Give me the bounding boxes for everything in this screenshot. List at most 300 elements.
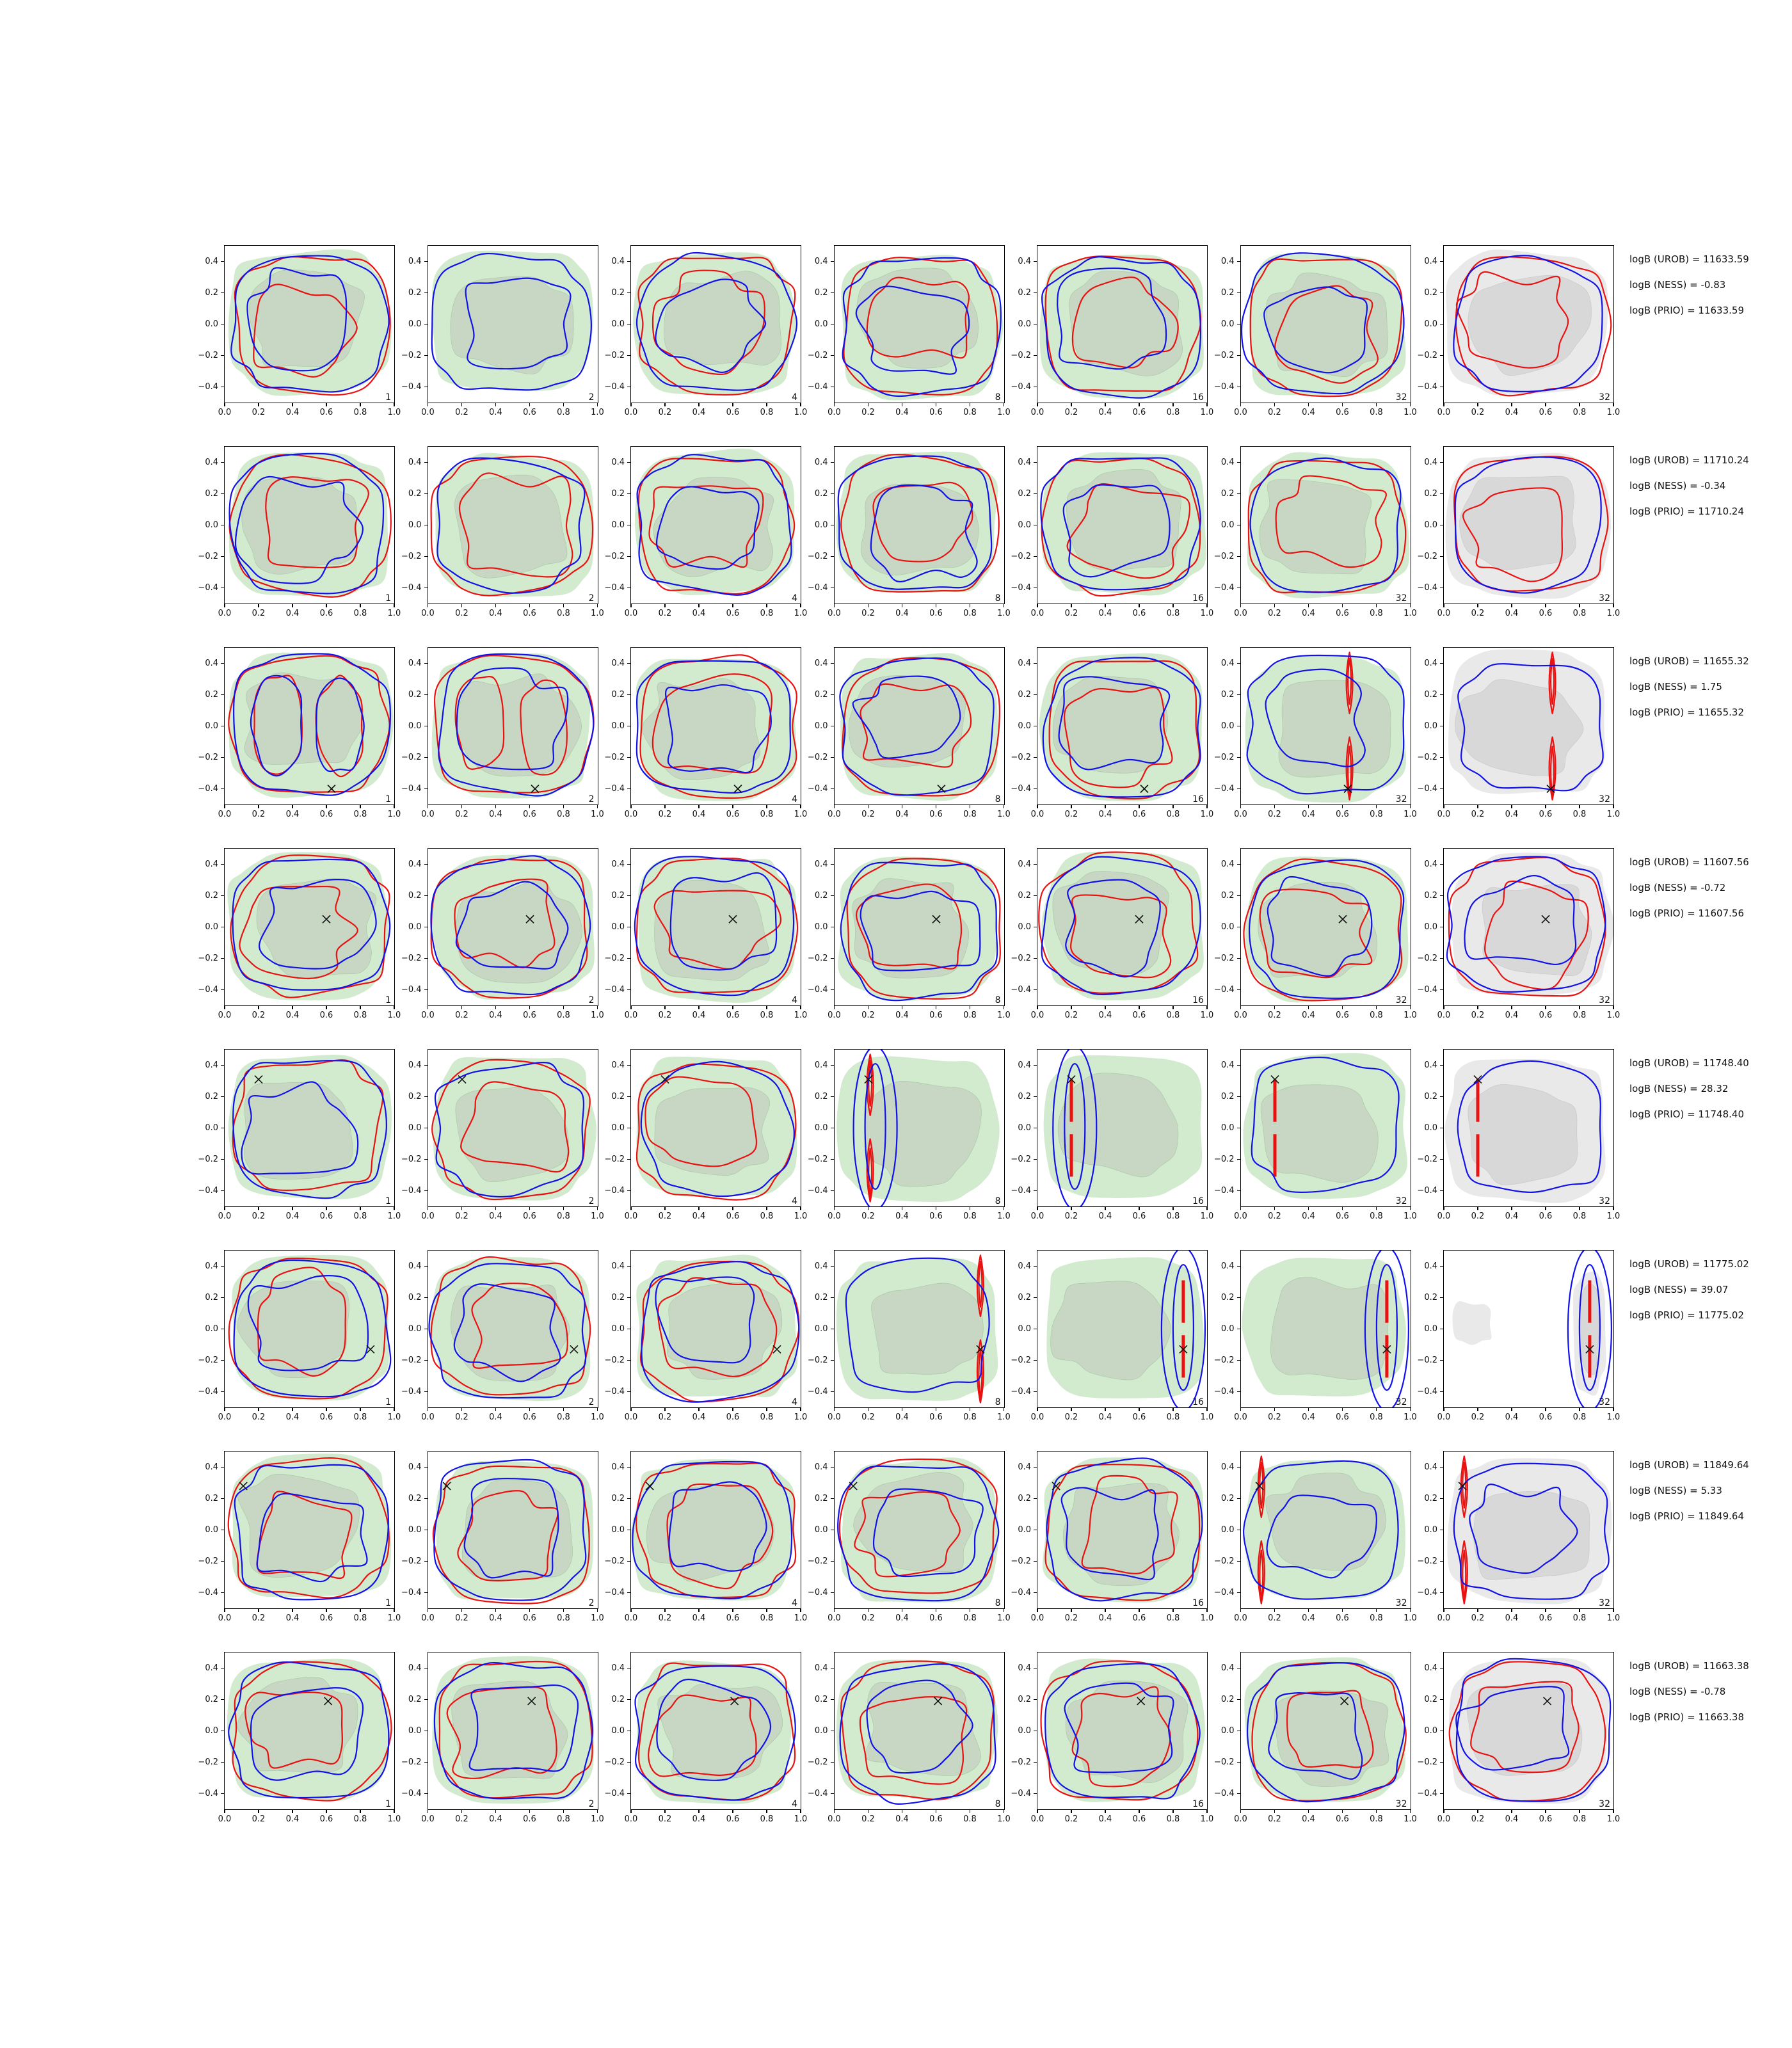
subplot-r2c5 — [1011, 446, 1214, 618]
x-tick-label: 0.8 — [353, 1814, 367, 1824]
subplot-r2c3 — [604, 446, 808, 618]
x-tick-label: 1.0 — [591, 1011, 604, 1020]
x-tick-label: 0.6 — [726, 1212, 740, 1221]
x-tick-mark — [800, 1408, 801, 1411]
x-tick-label: 0.2 — [455, 1011, 468, 1020]
x-tick-label: 0.0 — [624, 810, 638, 819]
x-tick-label: 0.2 — [455, 1814, 468, 1824]
x-tick-label: 0.2 — [861, 609, 875, 618]
particle-count-label: 4 — [792, 794, 797, 804]
x-tick-label: 0.0 — [1234, 1412, 1247, 1422]
y-tick-label: 0.0 — [611, 1725, 625, 1736]
y-tick-label: 0.2 — [205, 1493, 218, 1503]
x-tick-label: 0.4 — [895, 810, 909, 819]
x-tick-mark — [630, 403, 631, 406]
subplot-r1c2 — [401, 245, 604, 417]
x-tick-label: 0.4 — [895, 1212, 909, 1221]
y-tick-label: −0.2 — [401, 1757, 422, 1767]
y-tick-label: −0.2 — [1213, 350, 1235, 360]
x-tick-mark — [529, 604, 530, 607]
y-tick-label: 0.0 — [205, 922, 218, 932]
logb-annotation-row-6 — [1629, 1259, 1789, 1342]
subplot-r8c7 — [1417, 1652, 1620, 1824]
x-tick-label: 0.0 — [828, 408, 841, 417]
y-tick-label: 0.0 — [814, 1123, 828, 1133]
x-tick-label: 0.4 — [489, 609, 502, 618]
x-tick-mark — [597, 805, 598, 808]
y-tick-label: 0.2 — [611, 287, 625, 298]
y-tick-label: −0.2 — [807, 752, 828, 762]
x-tick-mark — [1206, 1810, 1207, 1813]
y-tick-label: 0.4 — [1018, 1462, 1031, 1472]
y-tick-label: 0.0 — [408, 1324, 422, 1334]
x-tick-mark — [630, 1207, 631, 1210]
y-tick-mark — [424, 757, 428, 758]
y-tick-mark — [221, 1592, 224, 1593]
subplot-r4c2 — [401, 848, 604, 1020]
subplot-canvas — [835, 1452, 1004, 1608]
x-tick-mark — [732, 1006, 733, 1009]
y-tick-mark — [1034, 1699, 1037, 1700]
y-tick-mark — [221, 1065, 224, 1066]
x-tick-label: 0.4 — [1505, 1011, 1519, 1020]
x-tick-label: 0.6 — [319, 1814, 333, 1824]
x-tick-label: 0.8 — [1370, 810, 1383, 819]
y-tick-mark — [1440, 292, 1443, 293]
x-tick-label: 1.0 — [387, 810, 401, 819]
y-tick-mark — [831, 493, 834, 494]
x-tick-label: 0.8 — [1572, 408, 1587, 417]
y-tick-label: 0.4 — [814, 1261, 828, 1271]
y-tick-label: 0.0 — [1424, 1725, 1437, 1736]
x-tick-mark — [1579, 1408, 1580, 1411]
x-tick-mark — [1511, 805, 1512, 808]
x-tick-label: 0.6 — [1132, 609, 1146, 618]
particle-count-label: 8 — [995, 794, 1001, 804]
x-tick-mark — [1308, 805, 1309, 808]
y-tick-mark — [424, 556, 428, 557]
y-tick-mark — [1440, 1391, 1443, 1392]
x-tick-label: 0.2 — [1064, 1613, 1078, 1623]
x-tick-label: 0.8 — [1166, 1613, 1180, 1623]
x-tick-label: 0.4 — [489, 1412, 502, 1422]
y-tick-mark — [1237, 355, 1240, 356]
particle-count-label: 32 — [1395, 794, 1407, 804]
y-tick-label: 0.0 — [1220, 1725, 1235, 1736]
x-tick-mark — [800, 403, 801, 406]
subplot-r1c7 — [1417, 245, 1620, 417]
x-tick-label: 0.0 — [1030, 1613, 1044, 1623]
y-tick-label: 0.0 — [611, 1324, 625, 1334]
y-tick-label: −0.2 — [604, 551, 625, 561]
x-tick-mark — [732, 805, 733, 808]
logb-urob-label: logB (UROB) = 11607.56 — [1629, 856, 1749, 868]
x-tick-label: 0.4 — [895, 1412, 909, 1422]
subplot-canvas — [225, 447, 394, 604]
y-tick-mark — [1237, 1467, 1240, 1468]
x-tick-mark — [461, 1207, 462, 1210]
y-tick-label: −0.4 — [1417, 582, 1437, 593]
x-tick-label: 0.4 — [489, 1011, 502, 1020]
y-tick-mark — [831, 355, 834, 356]
y-tick-mark — [1237, 1498, 1240, 1499]
x-tick-mark — [1274, 604, 1275, 607]
y-tick-mark — [1237, 1561, 1240, 1562]
x-tick-label: 0.4 — [895, 1011, 909, 1020]
y-tick-label: −0.4 — [1011, 984, 1031, 995]
y-tick-mark — [1440, 1065, 1443, 1066]
x-tick-label: 0.2 — [1064, 1412, 1078, 1422]
subplot-canvas — [225, 1452, 394, 1608]
x-tick-mark — [1443, 604, 1444, 607]
y-tick-label: −0.2 — [1213, 551, 1235, 561]
y-tick-label: 0.0 — [814, 922, 828, 932]
y-tick-mark — [1034, 1297, 1037, 1298]
y-tick-label: −0.2 — [198, 551, 218, 561]
subplot-r6c6 — [1213, 1250, 1417, 1422]
subplot-r5c2 — [401, 1049, 604, 1221]
x-tick-label: 0.4 — [489, 1613, 502, 1623]
x-tick-mark — [1410, 1408, 1411, 1411]
subplot-canvas — [1241, 1251, 1411, 1407]
x-tick-label: 0.8 — [1166, 1212, 1180, 1221]
y-tick-mark — [1237, 1190, 1240, 1191]
x-tick-label: 0.8 — [1166, 1814, 1180, 1824]
x-tick-mark — [1308, 1810, 1309, 1813]
y-tick-label: 0.4 — [1220, 1060, 1235, 1070]
x-tick-label: 0.4 — [692, 1011, 706, 1020]
x-tick-mark — [1342, 1207, 1343, 1210]
x-tick-label: 0.6 — [1539, 1814, 1553, 1824]
x-tick-label: 0.4 — [1505, 1212, 1519, 1221]
x-tick-mark — [258, 604, 259, 607]
y-tick-label: 0.0 — [1424, 319, 1437, 329]
logb-prio-label: logB (PRIO) = 11607.56 — [1629, 908, 1745, 919]
x-tick-label: 0.4 — [1302, 1412, 1315, 1422]
x-tick-mark — [224, 403, 225, 406]
y-tick-label: 0.0 — [1220, 922, 1235, 932]
x-tick-label: 0.8 — [963, 1613, 977, 1623]
subplot-r2c6 — [1213, 446, 1417, 618]
y-tick-label: 0.2 — [611, 488, 625, 499]
subplot-r3c2 — [401, 647, 604, 819]
x-tick-mark — [664, 1207, 665, 1210]
x-tick-label: 0.2 — [455, 1412, 468, 1422]
y-tick-mark — [424, 1159, 428, 1160]
y-tick-label: −0.4 — [1011, 783, 1031, 794]
x-tick-label: 0.2 — [252, 408, 266, 417]
x-tick-mark — [1410, 1207, 1411, 1210]
x-tick-label: 0.6 — [929, 810, 943, 819]
x-tick-label: 0.2 — [1268, 1011, 1281, 1020]
y-tick-mark — [1440, 864, 1443, 865]
x-tick-label: 0.0 — [624, 1212, 638, 1221]
x-tick-mark — [1240, 1810, 1241, 1813]
y-tick-label: 0.2 — [1424, 1292, 1437, 1302]
y-tick-mark — [221, 1498, 224, 1499]
logb-prio-label: logB (PRIO) = 11655.32 — [1629, 707, 1745, 718]
x-tick-mark — [1443, 403, 1444, 406]
y-tick-label: 0.4 — [205, 457, 218, 467]
y-tick-mark — [221, 292, 224, 293]
particle-count-label: 8 — [995, 392, 1001, 403]
x-tick-label: 0.8 — [1166, 1011, 1180, 1020]
x-tick-label: 0.2 — [1064, 408, 1078, 417]
y-tick-mark — [424, 989, 428, 990]
y-tick-label: 0.0 — [1018, 1123, 1031, 1133]
y-tick-mark — [1237, 989, 1240, 990]
y-tick-label: −0.2 — [401, 752, 422, 762]
x-tick-label: 0.6 — [523, 1613, 536, 1623]
y-tick-label: −0.2 — [807, 1757, 828, 1767]
x-tick-mark — [258, 403, 259, 406]
x-tick-label: 0.8 — [1370, 1412, 1383, 1422]
y-tick-label: −0.4 — [604, 1788, 625, 1798]
x-tick-label: 0.0 — [624, 1613, 638, 1623]
y-tick-mark — [221, 694, 224, 695]
y-tick-label: 0.2 — [408, 287, 422, 298]
y-tick-label: −0.2 — [807, 1154, 828, 1164]
y-tick-label: 0.0 — [408, 1524, 422, 1535]
x-tick-label: 0.8 — [1572, 1613, 1587, 1623]
logb-annotation-row-1 — [1629, 254, 1789, 337]
y-tick-label: 0.0 — [1424, 1123, 1437, 1133]
particle-count-label: 16 — [1192, 1799, 1204, 1809]
y-tick-label: 0.4 — [1424, 859, 1437, 869]
x-tick-label: 0.0 — [218, 408, 232, 417]
y-tick-label: −0.2 — [1417, 1355, 1437, 1365]
x-tick-mark — [597, 403, 598, 406]
subplot-canvas — [631, 246, 801, 403]
x-tick-mark — [461, 1408, 462, 1411]
subplot-canvas — [1444, 1452, 1613, 1608]
y-tick-mark — [1034, 493, 1037, 494]
x-tick-label: 0.0 — [1234, 408, 1247, 417]
y-tick-label: −0.4 — [401, 1587, 422, 1597]
y-tick-label: −0.4 — [1011, 1587, 1031, 1597]
y-tick-mark — [1440, 1159, 1443, 1160]
subplot-canvas — [1241, 849, 1411, 1005]
x-tick-label: 1.0 — [1606, 1011, 1620, 1020]
y-tick-label: 0.4 — [1018, 256, 1031, 266]
x-tick-mark — [698, 1408, 699, 1411]
density-fill-inner — [1270, 1277, 1388, 1379]
y-tick-label: 0.4 — [1424, 256, 1437, 266]
particle-count-label: 8 — [995, 1799, 1001, 1809]
y-tick-mark — [424, 1699, 428, 1700]
logb-urob-label: logB (UROB) = 11775.02 — [1629, 1258, 1749, 1270]
subplot-canvas — [1444, 1251, 1613, 1407]
y-tick-mark — [627, 1793, 630, 1794]
particle-count-label: 1 — [385, 1196, 391, 1206]
x-tick-label: 0.8 — [353, 1212, 367, 1221]
y-tick-label: 0.0 — [1220, 520, 1235, 530]
x-tick-label: 0.2 — [252, 1212, 266, 1221]
y-tick-label: −0.4 — [1011, 1386, 1031, 1396]
y-tick-mark — [831, 1065, 834, 1066]
x-tick-label: 0.2 — [658, 609, 672, 618]
x-tick-label: 0.6 — [929, 1011, 943, 1020]
x-tick-label: 1.0 — [1606, 408, 1620, 417]
subplot-r1c1 — [198, 245, 401, 417]
y-tick-label: 0.2 — [1220, 1493, 1235, 1503]
x-tick-label: 0.6 — [929, 1412, 943, 1422]
y-tick-label: −0.2 — [198, 1154, 218, 1164]
x-tick-mark — [1477, 1408, 1478, 1411]
y-tick-mark — [1034, 895, 1037, 896]
y-tick-label: −0.4 — [1213, 1587, 1235, 1597]
x-tick-mark — [1410, 403, 1411, 406]
x-tick-label: 0.0 — [624, 1011, 638, 1020]
x-tick-mark — [1579, 1006, 1580, 1009]
x-tick-label: 0.0 — [218, 609, 232, 618]
y-tick-mark — [1440, 1592, 1443, 1593]
y-tick-label: 0.2 — [611, 1091, 625, 1101]
x-tick-label: 1.0 — [997, 408, 1011, 417]
y-tick-label: 0.0 — [205, 1123, 218, 1133]
subplot-canvas — [225, 1652, 394, 1809]
x-tick-label: 0.0 — [218, 1613, 232, 1623]
x-tick-label: 0.8 — [1572, 609, 1587, 618]
x-tick-mark — [1477, 1207, 1478, 1210]
y-tick-label: 0.4 — [611, 256, 625, 266]
x-tick-label: 0.6 — [726, 1814, 740, 1824]
x-tick-label: 0.0 — [828, 810, 841, 819]
subplot-canvas — [1037, 648, 1207, 804]
y-tick-mark — [1034, 1793, 1037, 1794]
y-tick-label: 0.2 — [205, 488, 218, 499]
x-tick-label: 0.4 — [285, 408, 300, 417]
subplot-r2c7 — [1417, 446, 1620, 618]
subplot-canvas — [1037, 1251, 1207, 1407]
x-tick-label: 0.8 — [557, 408, 570, 417]
y-tick-label: 0.0 — [1424, 721, 1437, 731]
y-tick-mark — [221, 1190, 224, 1191]
y-tick-mark — [1237, 757, 1240, 758]
x-tick-label: 1.0 — [794, 1011, 808, 1020]
y-tick-mark — [221, 261, 224, 262]
x-tick-label: 0.2 — [252, 1011, 266, 1020]
y-tick-label: 0.4 — [205, 1462, 218, 1472]
x-tick-label: 0.0 — [421, 408, 435, 417]
x-tick-mark — [1240, 1408, 1241, 1411]
y-tick-mark — [424, 1762, 428, 1763]
y-tick-label: 0.4 — [205, 1663, 218, 1673]
y-tick-label: 0.0 — [1220, 1123, 1235, 1133]
x-tick-label: 0.0 — [1234, 609, 1247, 618]
x-tick-mark — [732, 1408, 733, 1411]
y-tick-mark — [1237, 788, 1240, 789]
x-tick-label: 0.0 — [1234, 810, 1247, 819]
y-tick-label: 0.2 — [814, 1091, 828, 1101]
x-tick-label: 1.0 — [794, 1412, 808, 1422]
x-tick-mark — [529, 1408, 530, 1411]
particle-count-label: 4 — [792, 1196, 797, 1206]
y-tick-label: −0.2 — [1417, 551, 1437, 561]
y-tick-mark — [1440, 895, 1443, 896]
y-tick-label: −0.4 — [807, 783, 828, 794]
y-tick-mark — [831, 1592, 834, 1593]
y-tick-label: −0.2 — [807, 1355, 828, 1365]
particle-count-label: 2 — [588, 1196, 595, 1206]
x-tick-mark — [563, 1006, 564, 1009]
x-tick-label: 0.8 — [1166, 408, 1180, 417]
y-tick-label: 0.2 — [205, 890, 218, 900]
x-tick-mark — [1240, 1207, 1241, 1210]
x-tick-label: 0.4 — [692, 1814, 706, 1824]
y-tick-label: 0.2 — [205, 689, 218, 700]
x-tick-mark — [1172, 1408, 1173, 1411]
x-tick-mark — [1206, 1207, 1207, 1210]
y-tick-label: 0.0 — [1424, 922, 1437, 932]
x-tick-label: 0.8 — [760, 810, 774, 819]
y-tick-mark — [221, 895, 224, 896]
x-tick-label: 0.4 — [895, 609, 909, 618]
x-tick-label: 1.0 — [794, 1814, 808, 1824]
y-tick-mark — [627, 694, 630, 695]
subplot-r6c2 — [401, 1250, 604, 1422]
subplot-r3c7 — [1417, 647, 1620, 819]
x-tick-label: 0.4 — [1302, 1212, 1315, 1221]
y-tick-mark — [1440, 355, 1443, 356]
x-tick-label: 0.6 — [1132, 810, 1146, 819]
y-tick-mark — [831, 1498, 834, 1499]
y-tick-label: 0.4 — [814, 256, 828, 266]
y-tick-mark — [831, 1699, 834, 1700]
y-tick-mark — [1440, 958, 1443, 959]
y-tick-mark — [221, 1762, 224, 1763]
x-tick-label: 1.0 — [1200, 810, 1214, 819]
subplot-canvas — [1037, 849, 1207, 1005]
logb-urob-label: logB (UROB) = 11748.40 — [1629, 1057, 1749, 1069]
x-tick-label: 1.0 — [1404, 1412, 1417, 1422]
y-tick-label: −0.4 — [401, 582, 422, 593]
x-tick-label: 1.0 — [1404, 810, 1417, 819]
y-tick-mark — [1440, 1762, 1443, 1763]
x-tick-label: 0.6 — [726, 1613, 740, 1623]
y-tick-label: 0.2 — [1424, 1694, 1437, 1704]
x-tick-label: 0.0 — [218, 810, 232, 819]
x-tick-label: 0.0 — [1030, 609, 1044, 618]
x-tick-label: 0.0 — [218, 1412, 232, 1422]
particle-count-label: 16 — [1192, 1196, 1204, 1206]
x-tick-label: 0.4 — [489, 1814, 502, 1824]
y-tick-mark — [831, 1360, 834, 1361]
y-tick-mark — [1034, 355, 1037, 356]
y-tick-mark — [221, 1467, 224, 1468]
x-tick-label: 0.8 — [1572, 1814, 1587, 1824]
x-tick-mark — [1206, 1006, 1207, 1009]
y-tick-mark — [831, 1297, 834, 1298]
x-tick-mark — [1477, 1810, 1478, 1813]
y-tick-mark — [221, 663, 224, 664]
y-tick-mark — [1034, 989, 1037, 990]
y-tick-label: 0.2 — [1018, 287, 1031, 298]
subplot-r7c4 — [807, 1451, 1011, 1623]
y-tick-label: 0.0 — [408, 721, 422, 731]
x-tick-label: 0.6 — [929, 1814, 943, 1824]
density-fill-inner — [1279, 680, 1391, 777]
x-tick-label: 0.8 — [963, 810, 977, 819]
y-tick-label: 0.2 — [1424, 890, 1437, 900]
x-tick-label: 1.0 — [591, 609, 604, 618]
y-tick-label: 0.0 — [814, 1324, 828, 1334]
x-tick-mark — [1274, 1408, 1275, 1411]
x-tick-mark — [834, 805, 835, 808]
y-tick-mark — [1237, 1360, 1240, 1361]
x-tick-mark — [1342, 403, 1343, 406]
y-tick-label: 0.0 — [1220, 1524, 1235, 1535]
